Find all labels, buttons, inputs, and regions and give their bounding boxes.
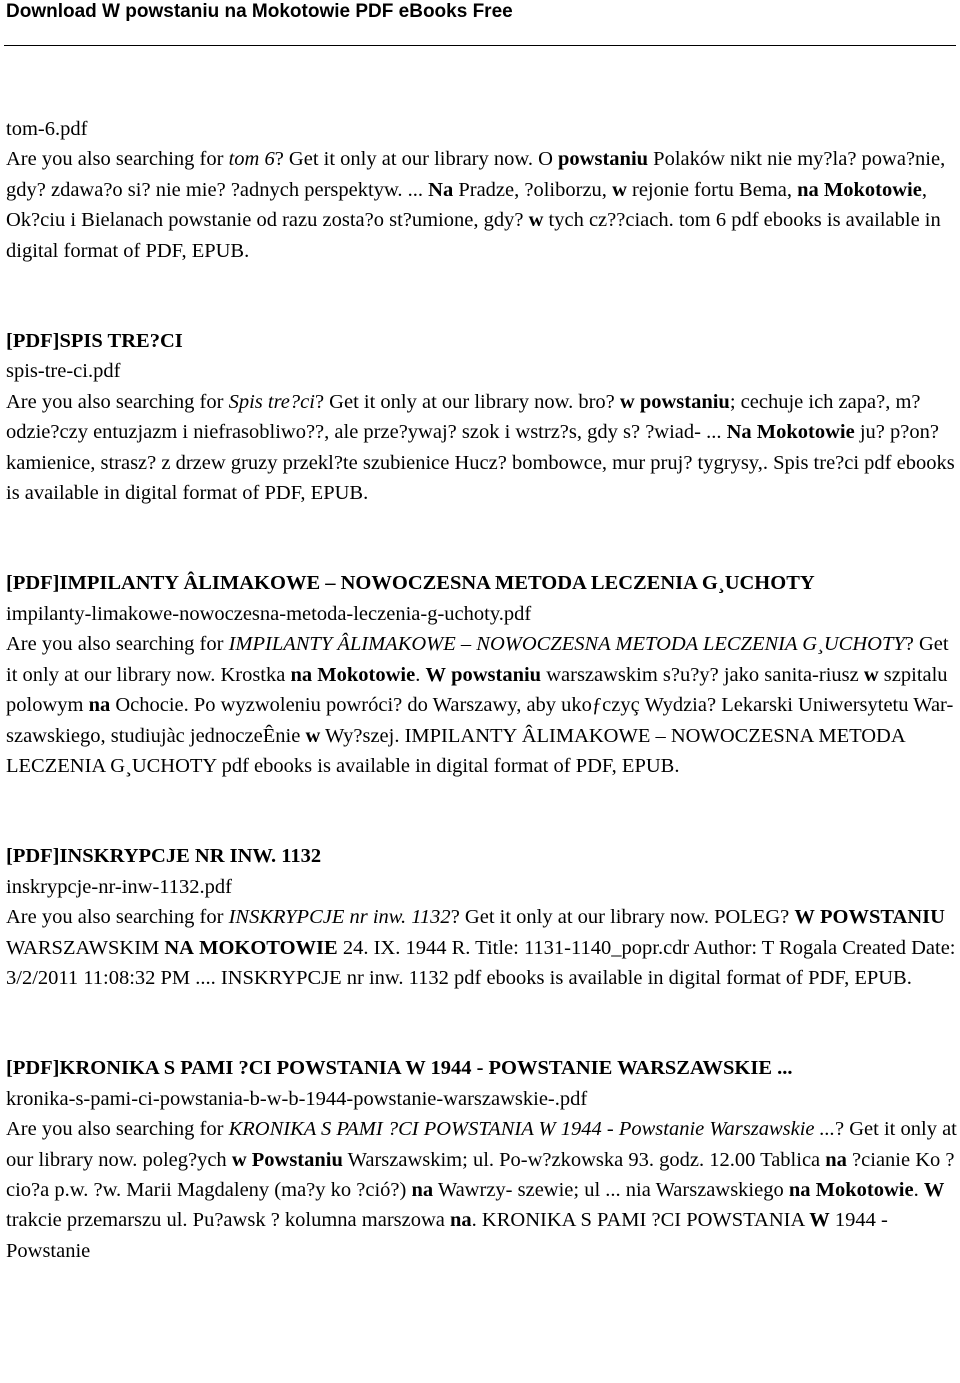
entry-description: Are you also searching for Spis tre?ci? Get it only at our library now. bro? w powstaniu; cechuje ich zapa?, m?odzie?czy entuzjazm i niefrasobliwo??, ale prze?ywaj? szok i wstrz?s, gdy s? ?wiad- ... Na Mokotowie ju? p?on? kamienice, strasz? z drzew gruzy przekl?te szubienice Hucz? bombowce, mur pruj? tygrysy,. Spis tre?ci pdf ebooks is available in digital format of PDF, EPUB. xyxy=(6,390,955,505)
ebook-entry xyxy=(6,326,958,508)
ebook-entry xyxy=(6,1053,958,1266)
entry-filename: impilanty-limakowe-nowoczesna-metoda-leczenia-g-uchoty.pdf xyxy=(6,602,532,625)
ebook-entry xyxy=(6,841,958,993)
entry-title-link[interactable]: [PDF]IMPILANTY ÂLIMAKOWE – NOWOCZESNA METODA LECZENIA G¸UCHOTY xyxy=(6,572,815,595)
ebook-entry xyxy=(6,114,958,266)
entry-description: Are you also searching for IMPILANTY ÂLIMAKOWE – NOWOCZESNA METODA LECZENIA G¸UCHOTY? Get it only at our library now. Krostka na Mokotowie. W powstaniu warszawskim s?u?y? jako sanita-riusz w szpitalu polowym na Ochocie. Po wyzwoleniu powróci? do Warszawy, aby ukoƒczyç Wydzia? Lekarski Uniwersytetu War-szawskiego, studiujàc jednoczeÊnie w Wy?szej. IMPILANTY ÂLIMAKOWE – NOWOCZESNA METODA LECZENIA G¸UCHOTY pdf ebooks is available in digital format of PDF, EPUB. xyxy=(6,633,954,777)
entry-filename: inskrypcje-nr-inw-1132.pdf xyxy=(6,875,232,898)
page-title: Download W powstaniu na Mokotowie PDF eBooks Free xyxy=(6,1,513,22)
entry-description: Are you also searching for KRONIKA S PAMI ?CI POWSTANIA W 1944 - Powstanie Warszawskie ...? Get it only at our library now. poleg?ych w Powstaniu Warszawskim; ul. Po-w?zkowska 93. godz. 12.00 Tablica na ?cianie Ko ?cio?a p.w. ?w. Marii Magdaleny (ma?y ko ?ció?) na Wawrzy- szewie; ul ... nia Warszawskiego na Mokotowie. W trakcie przemarszu ul. Pu?awsk ? kolumna marszowa na. KRONIKA S PAMI ?CI POWSTANIA W 1944 - Powstanie xyxy=(6,1118,957,1262)
entry-filename: kronika-s-pami-ci-powstania-b-w-b-1944-powstanie-warszawskie-.pdf xyxy=(6,1087,588,1110)
ebook-list xyxy=(6,114,958,1326)
entry-title-link[interactable]: [PDF]SPIS TRE?CI xyxy=(6,330,183,353)
entry-title-link[interactable]: [PDF]KRONIKA S PAMI ?CI POWSTANIA W 1944 - POWSTANIE WARSZAWSKIE ... xyxy=(6,1057,793,1080)
entry-filename: tom-6.pdf xyxy=(6,118,88,140)
ebook-entry xyxy=(6,568,958,781)
entry-title-link[interactable]: [PDF]INSKRYPCJE NR INW. 1132 xyxy=(6,845,322,868)
header-divider xyxy=(4,45,956,46)
entry-description: Are you also searching for tom 6? Get it only at our library now. O powstaniu Polaków nikt nie my?la? powa?nie, gdy? zdawa?o si? nie mie? ?adnych perspektyw. ... Na Pradze, ?oliborzu, w rejonie fortu Bema, na Mokotowie, Ok?ciu i Bielanach powstanie od razu zosta?o st?umione, gdy? w tych cz??ciach. tom 6 pdf ebooks is available in digital format of PDF, EPUB. xyxy=(6,148,946,262)
entry-filename: spis-tre-ci.pdf xyxy=(6,360,121,383)
entry-description: Are you also searching for INSKRYPCJE nr inw. 1132? Get it only at our library now. POLEG? W POWSTANIU WARSZAWSKIM NA MOKOTOWIE 24. IX. 1944 R. Title: 1131-1140_popr.cdr Author: T Rogala Created Date: 3/2/2011 11:08:32 PM .... INSKRYPCJE nr inw. 1132 pdf ebooks is available in digital format of PDF, EPUB. xyxy=(6,906,956,989)
